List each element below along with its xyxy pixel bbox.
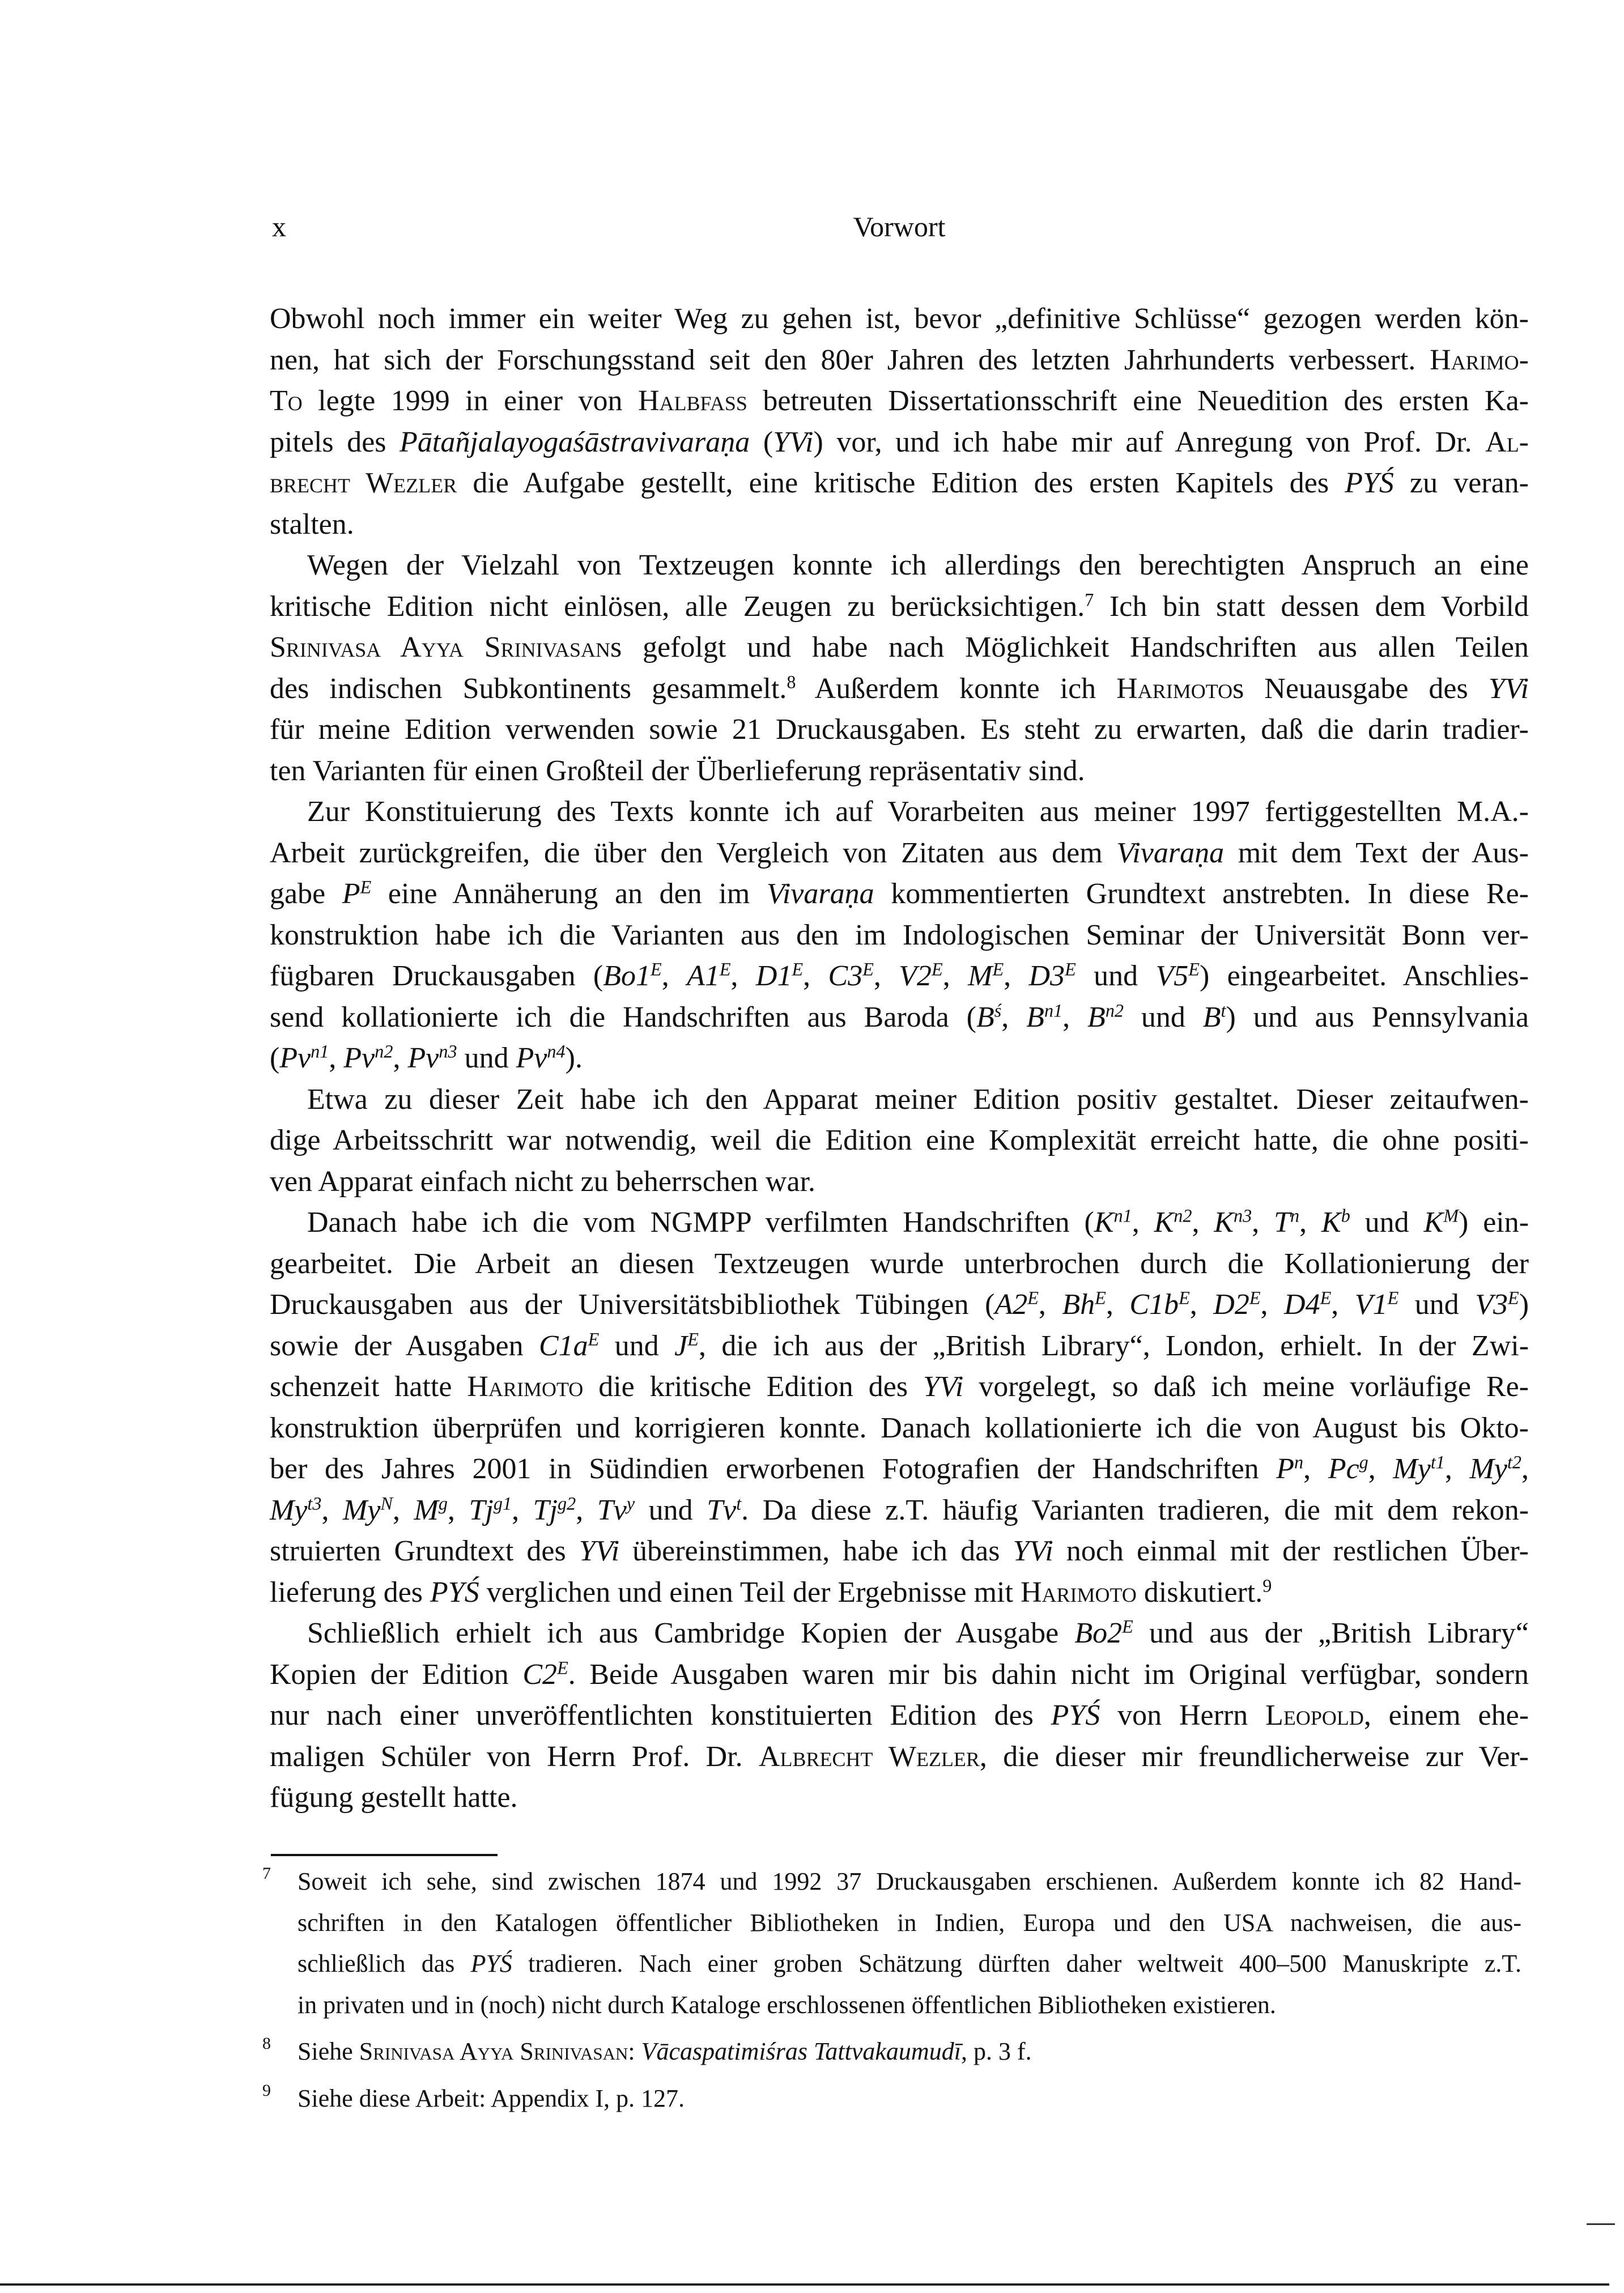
siglum-superscript: g bbox=[438, 1492, 448, 1513]
text-line bbox=[270, 833, 1529, 874]
text-line bbox=[270, 1079, 1529, 1121]
text-run: stalten. bbox=[270, 508, 354, 541]
small-caps-name: Harimoto bbox=[1020, 1576, 1137, 1609]
text-run: , bbox=[1252, 1206, 1274, 1239]
siglum-superscript: b bbox=[1341, 1205, 1350, 1226]
text-run: , die ich aus der „British Library“, London, erhielt. In der Zwi- bbox=[698, 1329, 1529, 1362]
italic-term: J bbox=[674, 1329, 688, 1362]
text-run: zu veran- bbox=[1393, 467, 1529, 499]
siglum-superscript: t bbox=[736, 1492, 742, 1513]
text-run: fügbaren Druckausgaben ( bbox=[270, 960, 603, 992]
text-line bbox=[270, 1408, 1529, 1449]
text-line bbox=[270, 956, 1529, 997]
italic-term: PYŚ bbox=[1051, 1699, 1100, 1732]
italic-term: Pv bbox=[279, 1042, 311, 1074]
small-caps-name: Harimo- bbox=[1430, 343, 1529, 376]
text-line bbox=[297, 1904, 1521, 1945]
footnote-ref: 7 bbox=[1085, 589, 1094, 610]
footnote bbox=[262, 2032, 1521, 2074]
small-caps-name: Srinivasa Ayya Srinivasan bbox=[359, 2037, 628, 2065]
paragraph bbox=[270, 299, 1529, 545]
italic-term: D1 bbox=[755, 960, 792, 992]
italic-term: YVi bbox=[1488, 672, 1529, 705]
italic-term: Bo1 bbox=[603, 960, 651, 992]
italic-term: Bo2 bbox=[1074, 1617, 1123, 1649]
text-run: ) eingearbeitet. Anschlies- bbox=[1199, 960, 1529, 992]
text-run: Außerdem konnte ich bbox=[796, 672, 1117, 705]
text-run: , bbox=[392, 1494, 414, 1526]
text-run: . Beide Ausgaben waren mir bis dahin nicht im Original verfügbar, sondern bbox=[568, 1658, 1529, 1691]
paragraph bbox=[270, 545, 1529, 792]
italic-term: Tj bbox=[533, 1494, 558, 1526]
text-run: tradieren. Nach einer groben Schätzung dürften daher weltweit 400–500 Manuskripte z.T. bbox=[512, 1950, 1522, 1977]
footnote-ref: 8 bbox=[787, 671, 796, 692]
siglum-superscript: E bbox=[1027, 1287, 1039, 1308]
text-run: und bbox=[599, 1329, 675, 1362]
siglum-superscript: n1 bbox=[311, 1041, 329, 1062]
siglum-superscript: E bbox=[862, 959, 874, 980]
siglum-superscript: E bbox=[992, 959, 1004, 980]
siglum-superscript: y bbox=[626, 1492, 635, 1513]
siglum-superscript: n bbox=[1290, 1205, 1300, 1226]
text-run: Siehe bbox=[297, 2037, 359, 2065]
text-run: , bbox=[661, 960, 687, 992]
italic-term: My bbox=[270, 1494, 308, 1526]
siglum-superscript: n3 bbox=[439, 1041, 457, 1062]
text-run: und bbox=[1350, 1206, 1424, 1239]
italic-term: C1b bbox=[1129, 1288, 1179, 1321]
siglum-superscript: E bbox=[557, 1657, 568, 1678]
text-run: , bbox=[1004, 960, 1029, 992]
italic-term: C1a bbox=[538, 1329, 588, 1362]
text-run: Arbeit zurückgreifen, die über den Vergleich von Zitaten aus dem bbox=[270, 836, 1117, 869]
body-text bbox=[270, 299, 1529, 1819]
footnote-number: 8 bbox=[262, 2034, 271, 2053]
small-caps-name: brecht Wezler bbox=[270, 467, 457, 499]
italic-term: My bbox=[1393, 1453, 1431, 1485]
text-run: und bbox=[1124, 1001, 1203, 1033]
italic-term: Vācaspatimiśras Tattvakaumudī bbox=[641, 2037, 961, 2065]
italic-term: YVi bbox=[923, 1371, 964, 1403]
small-caps-name: Srinivasa Ayya Srinivasan bbox=[270, 631, 610, 663]
italic-term: My bbox=[343, 1494, 381, 1526]
text-run: pitels des bbox=[270, 426, 400, 458]
text-line bbox=[270, 1737, 1529, 1778]
text-run: kommentierten Grundtext anstrebten. In diese Re- bbox=[874, 878, 1529, 910]
text-run: , bbox=[1062, 1001, 1088, 1033]
text-run: Danach habe ich die vom NGMPP verfilmten Handschriften ( bbox=[307, 1206, 1094, 1239]
siglum-superscript: E bbox=[792, 959, 804, 980]
running-head bbox=[270, 209, 1529, 245]
text-run: des indischen Subkontinents gesammelt. bbox=[270, 672, 787, 705]
text-run: und bbox=[457, 1042, 516, 1074]
text-run: vorgelegt, so daß ich meine vorläufige Re- bbox=[963, 1371, 1529, 1403]
siglum-superscript: g2 bbox=[558, 1492, 576, 1513]
text-line bbox=[270, 1367, 1529, 1408]
text-line bbox=[297, 2079, 1521, 2121]
text-line bbox=[297, 2032, 1521, 2074]
italic-term: C3 bbox=[828, 960, 863, 992]
siglum-superscript: E bbox=[1188, 959, 1200, 980]
text-run: , bbox=[321, 1494, 343, 1526]
italic-term: A2 bbox=[994, 1288, 1028, 1321]
text-run: konstruktion habe ich die Varianten aus den im Indologischen Seminar der Universität Bonn ver- bbox=[270, 918, 1529, 951]
text-line bbox=[270, 1284, 1529, 1326]
text-run: , bbox=[576, 1494, 597, 1526]
italic-term: K bbox=[1094, 1206, 1114, 1239]
italic-term: V2 bbox=[899, 960, 932, 992]
footnote-divider bbox=[271, 1854, 498, 1856]
text-run: , einem ehe- bbox=[1363, 1699, 1529, 1732]
text-run: lieferung des bbox=[270, 1576, 431, 1609]
small-caps-name: Leopold bbox=[1265, 1699, 1364, 1732]
text-run: , bbox=[1303, 1453, 1328, 1485]
italic-term: B bbox=[1202, 1001, 1221, 1033]
italic-term: A1 bbox=[687, 960, 720, 992]
italic-term: B bbox=[976, 1001, 994, 1033]
text-run: : bbox=[628, 2037, 641, 2065]
text-line bbox=[270, 1572, 1529, 1614]
text-run: struierten Grundtext des bbox=[270, 1535, 579, 1567]
footnote bbox=[262, 2079, 1521, 2121]
siglum-superscript: ś bbox=[994, 999, 1002, 1020]
scan-mark bbox=[1587, 2223, 1615, 2225]
footnotes bbox=[262, 1862, 1522, 2126]
text-line bbox=[270, 1038, 1529, 1079]
text-run: Kopien der Edition bbox=[270, 1658, 523, 1691]
text-line bbox=[270, 586, 1529, 628]
italic-term: V1 bbox=[1354, 1288, 1388, 1321]
text-run: , bbox=[1132, 1206, 1154, 1239]
italic-term: B bbox=[1087, 1001, 1106, 1033]
text-run: kritische Edition nicht einlösen, alle Zeugen zu berücksichtigen. bbox=[270, 590, 1085, 623]
text-run: fügung gestellt hatte. bbox=[270, 1781, 518, 1814]
text-line bbox=[270, 1244, 1529, 1285]
text-line bbox=[270, 1449, 1529, 1490]
text-line bbox=[270, 1162, 1529, 1203]
siglum-superscript: E bbox=[1249, 1287, 1261, 1308]
siglum-superscript: g bbox=[1359, 1452, 1368, 1473]
siglum-superscript: n1 bbox=[1044, 999, 1063, 1020]
text-run: und bbox=[1398, 1288, 1476, 1321]
italic-term: YVi bbox=[1013, 1535, 1053, 1567]
siglum-superscript: M bbox=[1443, 1205, 1459, 1226]
italic-term: V3 bbox=[1475, 1288, 1508, 1321]
text-run: Zur Konstituierung des Texts konnte ich auf Vorarbeiten aus meiner 1997 fertiggestellten M.A.- bbox=[307, 795, 1529, 828]
text-run: , bbox=[803, 960, 828, 992]
siglum-superscript: E bbox=[932, 959, 943, 980]
text-run: verglichen und einen Teil der Ergebnisse mit bbox=[479, 1576, 1021, 1609]
italic-term: Pc bbox=[1328, 1453, 1359, 1485]
italic-term: Pv bbox=[516, 1042, 547, 1074]
text-run: , bbox=[393, 1042, 408, 1074]
siglum-superscript: E bbox=[1508, 1287, 1519, 1308]
text-run: Schließlich erhielt ich aus Cambridge Kopien der Ausgabe bbox=[307, 1617, 1075, 1649]
italic-term: YVi bbox=[579, 1535, 620, 1567]
paragraph bbox=[270, 1079, 1529, 1203]
text-run: Obwohl noch immer ein weiter Weg zu gehen ist, bevor „definitive Schlüsse“ gezogen werden kön- bbox=[270, 303, 1529, 335]
text-run: , bbox=[1299, 1206, 1322, 1239]
text-run: , bbox=[1260, 1288, 1285, 1321]
text-run: . Da diese z.T. häufig Varianten tradieren, die mit dem rekon- bbox=[741, 1494, 1529, 1526]
text-run: ven Apparat einfach nicht zu beherrschen war. bbox=[270, 1165, 816, 1198]
text-run: mit dem Text der Aus- bbox=[1224, 836, 1529, 869]
text-line bbox=[270, 381, 1529, 422]
small-caps-name: Al- bbox=[1485, 426, 1529, 458]
text-run: ten Varianten für einen Großteil der Überlieferung repräsentativ sind. bbox=[270, 754, 1085, 787]
text-run: gearbeitet. Die Arbeit an diesen Textzeugen wurde unterbrochen durch die Kollationierung der bbox=[270, 1247, 1529, 1280]
paragraph bbox=[270, 792, 1529, 1079]
text-run: die Aufgabe gestellt, eine kritische Edition des ersten Kapitels des bbox=[457, 467, 1345, 499]
running-title: Vorwort bbox=[853, 211, 946, 243]
italic-term: M bbox=[968, 960, 993, 992]
text-run: Ich bin statt dessen dem Vorbild bbox=[1094, 590, 1529, 623]
italic-term: P bbox=[342, 878, 360, 910]
text-run: maligen Schüler von Herrn Prof. Dr. bbox=[270, 1740, 759, 1773]
italic-term: D2 bbox=[1213, 1288, 1249, 1321]
text-run: in privaten und in (noch) nicht durch Kataloge erschlossenen öffentlichen Bibliotheken existieren. bbox=[297, 1990, 1276, 2019]
italic-term: Vivaraṇa bbox=[1116, 836, 1225, 869]
text-line bbox=[270, 1490, 1529, 1531]
text-line bbox=[270, 1654, 1529, 1696]
siglum-superscript: n2 bbox=[1105, 999, 1124, 1020]
siglum-superscript: E bbox=[1065, 959, 1076, 980]
text-run: s gefolgt und habe nach Möglichkeit Handschriften aus allen Teilen bbox=[610, 631, 1529, 663]
footnote bbox=[262, 1862, 1522, 2027]
paragraph bbox=[270, 1613, 1529, 1819]
siglum-superscript: t bbox=[1221, 999, 1226, 1020]
text-run: schenzeit hatte bbox=[270, 1371, 467, 1403]
italic-term: V5 bbox=[1155, 960, 1189, 992]
text-line bbox=[270, 669, 1529, 710]
text-run: dige Arbeitsschritt war notwendig, weil die Edition eine Komplexität erreicht hatte, die ohne positi- bbox=[270, 1124, 1529, 1156]
text-run: und bbox=[1075, 960, 1156, 992]
text-run: , bbox=[447, 1494, 469, 1526]
siglum-superscript: t3 bbox=[307, 1492, 322, 1513]
text-run: diskutiert. bbox=[1136, 1576, 1263, 1609]
page-number: x bbox=[272, 211, 286, 243]
italic-term: YVi bbox=[773, 426, 814, 458]
text-run: , bbox=[1331, 1288, 1355, 1321]
text-run: ( bbox=[750, 426, 773, 458]
text-line bbox=[270, 997, 1529, 1039]
text-line bbox=[270, 1531, 1529, 1572]
text-run: s Neuausgabe des bbox=[1232, 672, 1489, 705]
italic-term: My bbox=[1469, 1453, 1507, 1485]
italic-term: D4 bbox=[1284, 1288, 1320, 1321]
italic-term: Pātañjalayogaśāstravivaraṇa bbox=[399, 426, 750, 458]
text-run: Etwa zu dieser Zeit habe ich den Apparat meiner Edition positiv gestaltet. Dieser zeitaufwen- bbox=[307, 1083, 1529, 1116]
text-run: legte 1999 in einer von bbox=[302, 385, 638, 417]
footnote-ref: 9 bbox=[1262, 1575, 1272, 1596]
text-run: Soweit ich sehe, sind zwischen 1874 und 1992 37 Druckausgaben erschienen. Außerdem konnte ich 82 Hand- bbox=[297, 1867, 1521, 1895]
italic-term: Tv bbox=[597, 1494, 627, 1526]
siglum-superscript: E bbox=[1095, 1287, 1106, 1308]
siglum-superscript: E bbox=[1387, 1287, 1399, 1308]
text-run: gabe bbox=[270, 878, 342, 910]
text-run: , p. 3 f. bbox=[960, 2037, 1032, 2065]
text-line bbox=[270, 1613, 1529, 1654]
text-run: , bbox=[730, 960, 756, 992]
siglum-superscript: n3 bbox=[1234, 1205, 1252, 1226]
text-line bbox=[270, 299, 1529, 340]
text-run: , bbox=[1106, 1288, 1130, 1321]
text-run: noch einmal mit der restlichen Über- bbox=[1053, 1535, 1529, 1567]
text-run: , bbox=[1038, 1288, 1062, 1321]
italic-term: PYŚ bbox=[430, 1576, 479, 1609]
small-caps-name: Harimoto bbox=[1116, 672, 1233, 705]
siglum-superscript: N bbox=[380, 1492, 393, 1513]
text-run: sowie der Ausgaben bbox=[270, 1329, 539, 1362]
siglum-superscript: t2 bbox=[1507, 1452, 1522, 1473]
text-run: , bbox=[1001, 1001, 1027, 1033]
text-run: Siehe diese Arbeit: Appendix I, p. 127. bbox=[297, 2084, 685, 2112]
siglum-superscript: n1 bbox=[1113, 1205, 1132, 1226]
text-run: , bbox=[873, 960, 899, 992]
siglum-superscript: n2 bbox=[1174, 1205, 1192, 1226]
siglum-superscript: n2 bbox=[375, 1041, 393, 1062]
text-line bbox=[270, 792, 1529, 833]
text-run: , bbox=[942, 960, 968, 992]
text-line bbox=[270, 709, 1529, 751]
siglum-superscript: E bbox=[719, 959, 731, 980]
italic-term: D3 bbox=[1028, 960, 1065, 992]
text-run: , bbox=[1521, 1453, 1529, 1485]
text-run: , bbox=[1192, 1206, 1214, 1239]
text-run: ) bbox=[1519, 1288, 1529, 1321]
text-run: nen, hat sich der Forschungsstand seit den 80er Jahren des letzten Jahrhunderts verbessert. bbox=[270, 343, 1430, 376]
small-caps-name: Harimoto bbox=[467, 1371, 584, 1403]
text-run: für meine Edition verwenden sowie 21 Druckausgaben. Es steht zu erwarten, daß die darin tradier- bbox=[270, 713, 1529, 746]
text-run: Wegen der Vielzahl von Textzeugen konnte ich allerdings den berechtigten Anspruch an eine bbox=[307, 549, 1529, 581]
text-run: ber des Jahres 2001 in Südindien erworbenen Fotografien der Handschriften bbox=[270, 1453, 1277, 1485]
text-line bbox=[270, 1120, 1529, 1162]
text-run: , die dieser mir freundlicherweise zur Ver- bbox=[979, 1740, 1529, 1773]
text-run: von Herrn bbox=[1100, 1699, 1266, 1732]
siglum-superscript: E bbox=[1320, 1287, 1332, 1308]
text-line bbox=[270, 1326, 1529, 1367]
text-line bbox=[270, 463, 1529, 504]
text-run: und aus der „British Library“ bbox=[1133, 1617, 1529, 1649]
text-run: , bbox=[329, 1042, 344, 1074]
text-run: , bbox=[512, 1494, 533, 1526]
text-run: ). bbox=[565, 1042, 583, 1074]
text-line bbox=[270, 1777, 1529, 1819]
italic-term: Bh bbox=[1062, 1288, 1095, 1321]
paragraph bbox=[270, 1202, 1529, 1613]
text-run: , bbox=[1444, 1453, 1470, 1485]
siglum-superscript: E bbox=[1179, 1287, 1190, 1308]
footnote-number: 9 bbox=[262, 2081, 271, 2100]
text-line bbox=[270, 915, 1529, 956]
text-run: und bbox=[635, 1494, 707, 1526]
text-line bbox=[270, 504, 1529, 546]
text-line bbox=[270, 627, 1529, 669]
text-run: send kollationierte ich die Handschriften aus Baroda ( bbox=[270, 1001, 976, 1033]
text-line bbox=[270, 1695, 1529, 1737]
text-run: schriften in den Katalogen öffentlicher Bibliotheken in Indien, Europa und den USA nachweisen, die aus- bbox=[297, 1908, 1521, 1937]
italic-term: P bbox=[1276, 1453, 1295, 1485]
small-caps-name: Albrecht Wezler bbox=[758, 1740, 980, 1773]
italic-term: Tj bbox=[469, 1494, 494, 1526]
italic-term: PYŚ bbox=[1345, 467, 1394, 499]
text-run: die kritische Edition des bbox=[583, 1371, 924, 1403]
siglum-superscript: E bbox=[360, 877, 372, 897]
text-run: , bbox=[1189, 1288, 1214, 1321]
text-line bbox=[270, 545, 1529, 586]
italic-term: K bbox=[1423, 1206, 1444, 1239]
italic-term: T bbox=[1274, 1206, 1291, 1239]
text-run: , bbox=[1368, 1453, 1393, 1485]
text-run: ) vor, und ich habe mir auf Anregung von Prof. Dr. bbox=[813, 426, 1486, 458]
text-line bbox=[297, 1945, 1521, 1986]
italic-term: K bbox=[1321, 1206, 1341, 1239]
siglum-superscript: E bbox=[651, 959, 662, 980]
text-line bbox=[297, 1862, 1521, 1904]
italic-term: Pv bbox=[343, 1042, 375, 1074]
text-run: betreuten Dissertationsschrift eine Neuedition des ersten Ka- bbox=[747, 385, 1529, 417]
text-line bbox=[270, 751, 1529, 792]
siglum-superscript: g1 bbox=[493, 1492, 512, 1513]
text-run: ) und aus Pennsylvania bbox=[1226, 1001, 1529, 1033]
text-run: eine Annäherung an den im bbox=[371, 878, 767, 910]
italic-term: B bbox=[1026, 1001, 1044, 1033]
small-caps-name: To bbox=[270, 385, 303, 417]
text-run: Druckausgaben aus der Universitätsbibliothek Tübingen ( bbox=[270, 1288, 995, 1321]
text-run: ) ein- bbox=[1459, 1206, 1529, 1239]
siglum-superscript: n bbox=[1294, 1452, 1304, 1473]
text-run: konstruktion überprüfen und korrigieren konnte. Danach kollationierte ich die von August bis Okto- bbox=[270, 1411, 1529, 1444]
text-run: ( bbox=[270, 1042, 280, 1074]
italic-term: C2 bbox=[522, 1658, 558, 1691]
italic-term: Vivaraṇa bbox=[766, 878, 874, 910]
text-run: schließlich das bbox=[297, 1950, 471, 1977]
footnote-number: 7 bbox=[262, 1864, 271, 1883]
scan-edge-line bbox=[0, 2283, 1609, 2286]
siglum-superscript: E bbox=[687, 1328, 699, 1349]
italic-term: Pv bbox=[407, 1042, 439, 1074]
italic-term: M bbox=[414, 1494, 439, 1526]
text-line bbox=[297, 1986, 1521, 2027]
siglum-superscript: t1 bbox=[1430, 1452, 1445, 1473]
italic-term: PYŚ bbox=[470, 1950, 512, 1977]
small-caps-name: Halbfass bbox=[637, 385, 747, 417]
italic-term: Tv bbox=[707, 1494, 737, 1526]
text-line bbox=[270, 422, 1529, 463]
text-run: übereinstimmen, habe ich das bbox=[619, 1535, 1013, 1567]
siglum-superscript: E bbox=[1122, 1616, 1133, 1637]
text-line bbox=[270, 874, 1529, 915]
siglum-superscript: n4 bbox=[547, 1041, 566, 1062]
text-line bbox=[270, 340, 1529, 381]
siglum-superscript: E bbox=[588, 1328, 600, 1349]
italic-term: K bbox=[1154, 1206, 1174, 1239]
italic-term: K bbox=[1214, 1206, 1234, 1239]
text-line bbox=[270, 1202, 1529, 1244]
text-run: nur nach einer unveröffentlichten konstituierten Edition des bbox=[270, 1699, 1051, 1732]
